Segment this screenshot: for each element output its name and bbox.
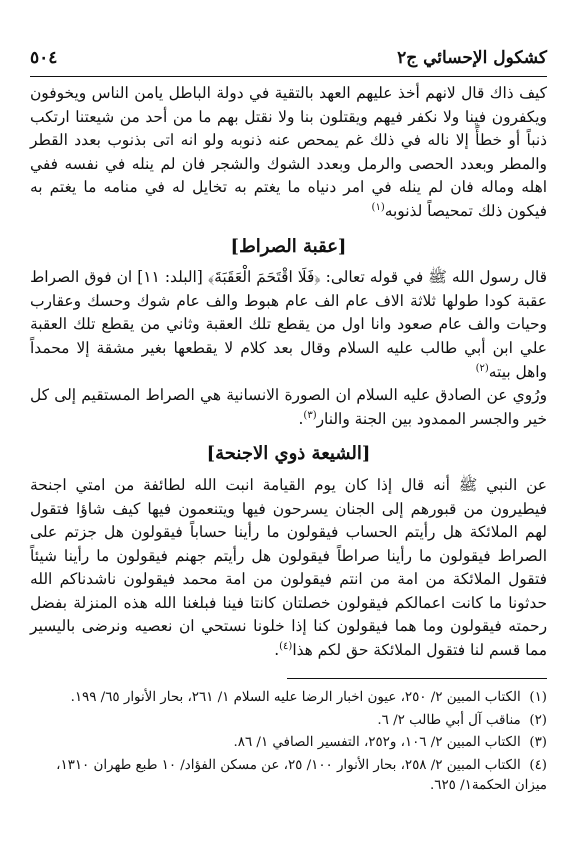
footnote bbox=[30, 688, 547, 709]
paragraph-text: عن النبي ﷺ أنه قال إذا كان يوم القيامة انبت الله لطائفة من امتي اجنحة فيطيرون من قبورهم إلى الجنان يسرحون فيها ويتنعمون فيها كيف شاؤا فتقول لهم الملائكة هل رأيتم الحساب فيقولون ما رأينا حساباً فيقولون هل جزتم على الصراط فيقولون ما رأينا صراطاً فيقولون هل رأيتم جهنم فيقولون ما رأينا شيئاً فتقول الملائكة من امة من انتم فيقولون من امة محمد فيقولون ناشدناكم الله حدثونا ما كانت اعمالكم فيقولون خصلتان كانتا فينا فبلغنا الله هذه المنزلة بفضل رحمته فيقولون وما هما فيقولون كنا إذا خلونا نستحي ان نعصيه ونرضى باليسير مما قسم لنا فتقول الملائكة حق لكم هذا bbox=[30, 475, 547, 660]
footnote-number: (٤) bbox=[529, 757, 547, 773]
section-title: [الشيعة ذوي الاجنحة] bbox=[206, 443, 371, 465]
footnote-number: (١) bbox=[529, 690, 547, 705]
paragraph-text: ورُوي عن الصادق عليه السلام ان الصورة الانسانية هي الصراط المستقيم إلى كل خير والجسر الممدود بين الجنة والنار bbox=[30, 386, 547, 428]
footnote-number: (٢) bbox=[529, 712, 547, 728]
page-number: ٥٠٤ bbox=[30, 48, 58, 68]
footnote-text: الكتاب المبين ٢/ ٢٥٨، بحار الأنوار ١٠٠/ ٢٥، عن مسكن الفؤاد/ ١٠ طبع طهران ١٣١٠، ميزان الحكمة١/ ٦٢٥. bbox=[56, 757, 547, 793]
paragraph bbox=[30, 82, 547, 224]
footnote-ref: (١) bbox=[371, 201, 385, 213]
page-header bbox=[30, 40, 547, 77]
paragraph: ورُوي عن الصادق عليه السلام ان الصورة الانسانية هي الصراط المستقيم إلى كل خير والجسر الممدود بين الجنة والنار$^{(٣)}$. bbox=[30, 386, 547, 428]
paragraph: عن النبي ﷺ أنه قال إذا كان يوم القيامة انبت الله لطائفة من امتي اجنحة فيطيرون من قبورهم إلى الجنان يسرحون فيها ويتنعمون فيها كيف شاؤا فتقول لهم الملائكة هل رأيتم الحساب فيقولون ما رأينا حساباً فيقولون هل جزتم على الصراط فيقولون ما رأينا صراطاً فيقولون هل رأيتم جهنم فيقولون ما رأينا شيئاً فتقول الملائكة من امة من انتم فيقولون من امة محمد فيقولون ناشدناكم الله حدثونا ما كانت اعمالكم فيقولون خصلتان كانتا فينا فبلغنا الله هذه المنزلة بفضل رحمته فيقولون وما هما فيقولون كنا إذا خلونا نستحي ان نعصيه ونرضى باليسير مما قسم لنا فتقول الملائكة حق لكم هذا$^{(٤)}$. bbox=[30, 475, 547, 660]
footnote-text: مناقب آل أبي طالب ٢/ ٦. bbox=[377, 712, 521, 728]
paragraph-text: كيف ذاك قال لانهم أخذ عليهم العهد بالتقية في دولة الباطل يامن الناس ويخوفون ويكفرون فينا ولا نكفر فيهم ويقتلون بنا ولا نقتل بهم ما من أحد من شيعتنا ارتكب ذنباً أو خطأً إلا ناله في ذلك غم يمحص عنه ذنوبه ولو انه اتى بذنوب بعدد القطر والمطر وبعدد الحصى والرمل وبعدد الشوك والشجر فان لم ينله في نفسه ففي اهله وماله فان لم ينله في امر دنياه ما يغتم به تخايل له في منامه ما يغتم به فيكون ذلك تمحيصاً لذنوبه bbox=[30, 84, 547, 220]
footnote-divider bbox=[287, 678, 547, 679]
footnote-ref: (٤) bbox=[279, 640, 293, 652]
footnote-text: الكتاب المبين ٢/ ٢٥٠، عيون اخبار الرضا عليه السلام ١/ ٢٦١، بحار الأنوار ٦٥/ ١٩٩. bbox=[70, 690, 521, 705]
footnotes bbox=[30, 678, 547, 799]
footnote-text: الكتاب المبين ٢/ ١٠٦، و٢٥٢، التفسير الصافي ١/ ٨٦. bbox=[233, 735, 521, 750]
footnote bbox=[30, 733, 547, 754]
footnote bbox=[30, 711, 547, 732]
footnote-ref: (٣) bbox=[303, 409, 317, 421]
section-title: [عقبة الصراط] bbox=[230, 235, 347, 257]
footnote-ref: (٢) bbox=[475, 362, 489, 374]
footnote bbox=[30, 756, 547, 797]
paragraph-text: قال رسول الله ﷺ في قوله تعالى: ﴿فَلَا اقْتَحَمَ الْعَقَبَةَ﴾ [البلد: ١١] ان فوق الصراط عقبة كودا طولها ثلاثة الاف عام الف عام هبوط والف عام شوك وحسك وعقارب وحيات والف عام صعود وانا اول من يقطع تلك العقبة وثاني من يقطع تلك العقبة علي ابن أبي طالب عليه السلام وقال بعد كلام لا يقطعها بغير مشقة إلا محمداً واهل بيته bbox=[30, 268, 547, 381]
book-title: كشكول الإحسائي ج٢ bbox=[397, 48, 547, 68]
main-text bbox=[30, 82, 547, 663]
paragraph bbox=[30, 266, 547, 384]
footnote-number: (٣) bbox=[529, 735, 547, 750]
